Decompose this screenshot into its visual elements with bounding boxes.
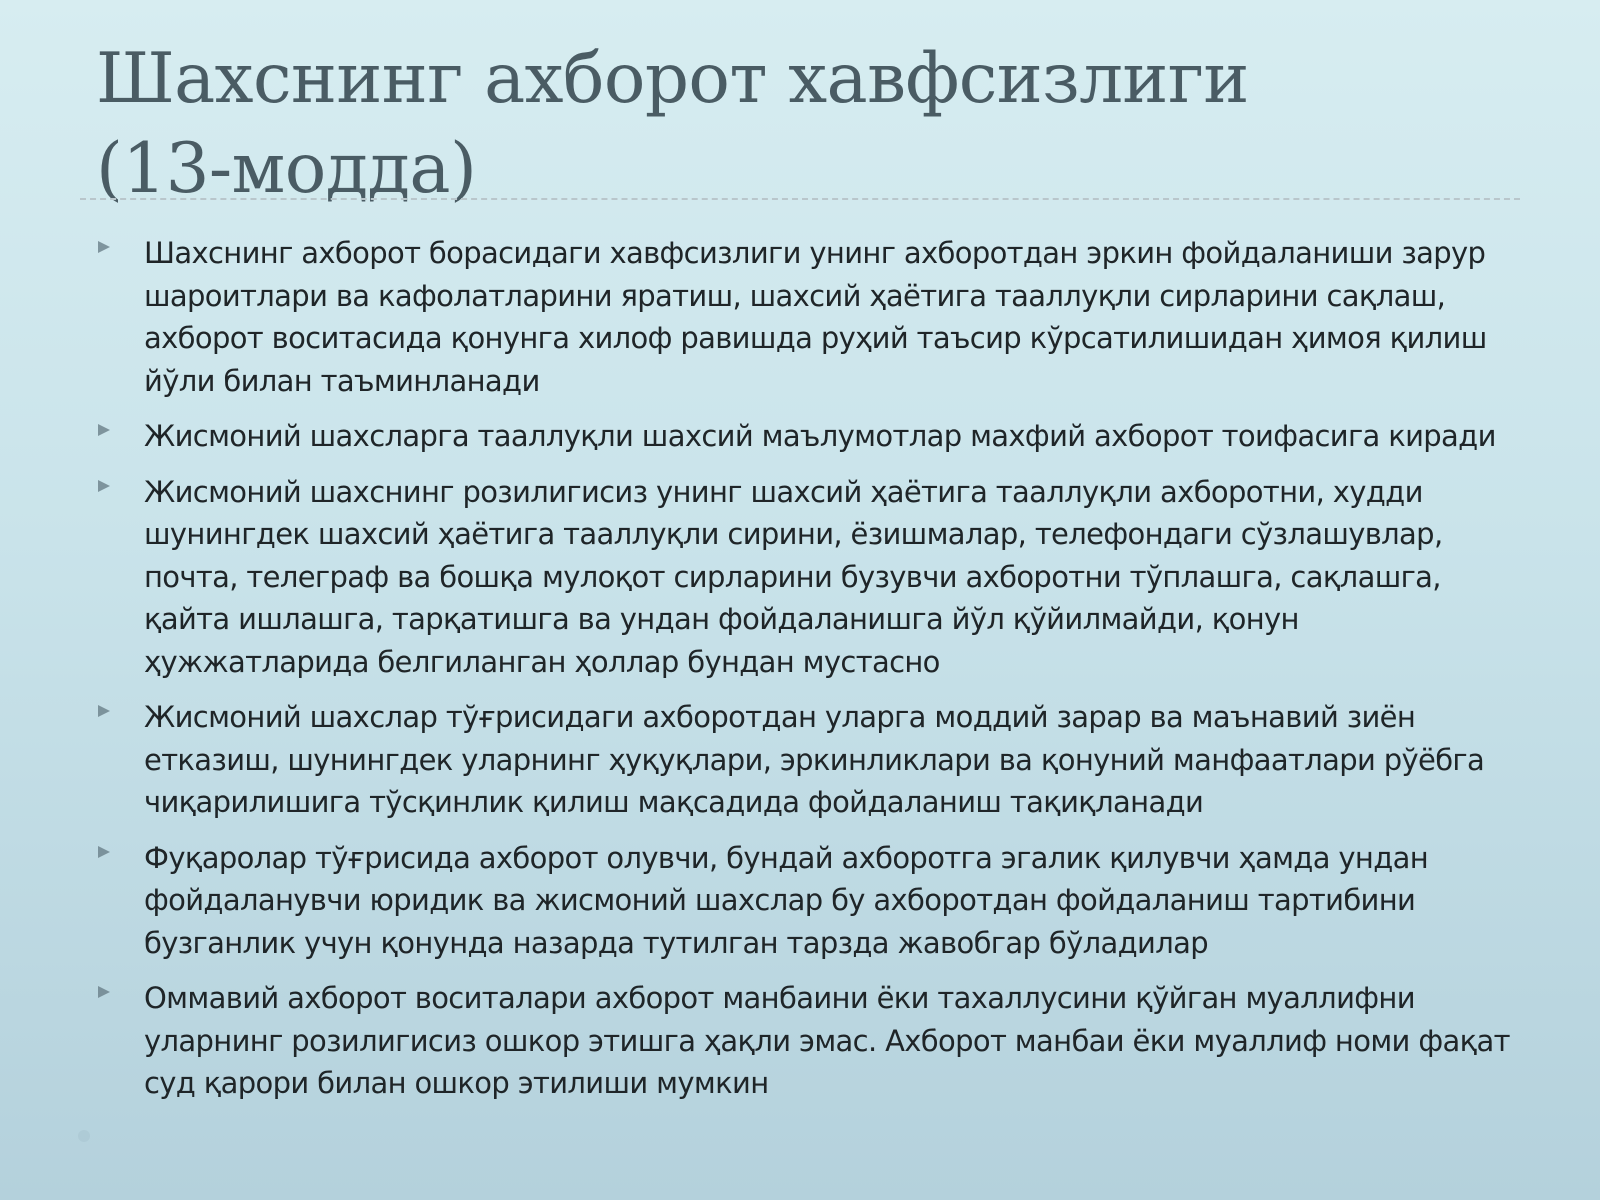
bullet-text: Шахснинг ахборот борасидаги хавфсизлиги унинг ахборотдан эркин фойдаланиши зарур шароитлари ва кафолатларини яратиш, шахсий ҳаётига тааллуқли сирларини сақлаш, ахборот воситасида қонунга хилоф равишда руҳий таъсир кўрсатилишидан ҳимоя қилиш йўли билан таъминланади xyxy=(144,236,1487,398)
bullet-list xyxy=(96,232,1516,1118)
slide-title xyxy=(96,34,1516,214)
bullet-item xyxy=(96,977,1516,1105)
bullet-text: Жисмоний шахсларга тааллуқли шахсий маълумотлар махфий ахборот тоифасига киради xyxy=(144,419,1496,453)
bullet-arrow-icon xyxy=(98,986,110,998)
decorative-dot xyxy=(78,1130,90,1142)
bullet-item xyxy=(96,232,1516,402)
bullet-item xyxy=(96,415,1516,458)
bullet-arrow-icon xyxy=(98,480,110,492)
bullet-text: Оммавий ахборот воситалари ахборот манбаини ёки тахаллусини қўйган муаллифни уларнинг розилигисиз ошкор этишга ҳақли эмас. Ахборот манбаи ёки муаллиф номи фақат суд қарори билан ошкор этилиши мумкин xyxy=(144,981,1510,1100)
bullet-arrow-icon xyxy=(98,846,110,858)
bullet-item xyxy=(96,471,1516,684)
slide-title-line-2: (13-модда) xyxy=(96,129,477,209)
bullet-arrow-icon xyxy=(98,705,110,717)
bullet-arrow-icon xyxy=(98,424,110,436)
bullet-text: Жисмоний шахслар тўғрисидаги ахборотдан уларга моддий зарар ва маънавий зиён етказиш, шунингдек уларнинг ҳуқуқлари, эркинликлари ва қонуний манфаатлари рўёбга чиқарилишига тўсқинлик қилиш мақсадида фойдаланиш тақиқланади xyxy=(144,700,1485,819)
bullet-arrow-icon xyxy=(98,241,110,253)
title-divider xyxy=(80,198,1520,200)
bullet-text: Фуқаролар тўғрисида ахборот олувчи, бундай ахборотга эгалик қилувчи ҳамда ундан фойдаланувчи юридик ва жисмоний шахслар бу ахборотдан фойдаланиш тартибини бузганлик учун қонунда назарда тутилган тарзда жавобгар бўладилар xyxy=(144,840,1429,960)
bullet-text: Жисмоний шахснинг розилигисиз унинг шахсий ҳаётига тааллуқли ахборотни, худди шунингдек шахсий ҳаётига тааллуқли сирини, ёзишмалар, телефондаги сўзлашувлар, почта, телеграф ва бошқа мулоқот сирларини бузувчи ахборотни тўплашга, сақлашга, қайта ишлашга, тарқатишга ва ундан фойдаланишга йўл қўйилмайди, қонун ҳужжатларида белгиланган ҳоллар бундан мустасно xyxy=(144,474,1443,679)
bullet-item xyxy=(96,837,1516,965)
bullet-item xyxy=(96,696,1516,824)
slide-title-line-1: Шахснинг ахборот хавфсизлиги xyxy=(96,39,1249,119)
